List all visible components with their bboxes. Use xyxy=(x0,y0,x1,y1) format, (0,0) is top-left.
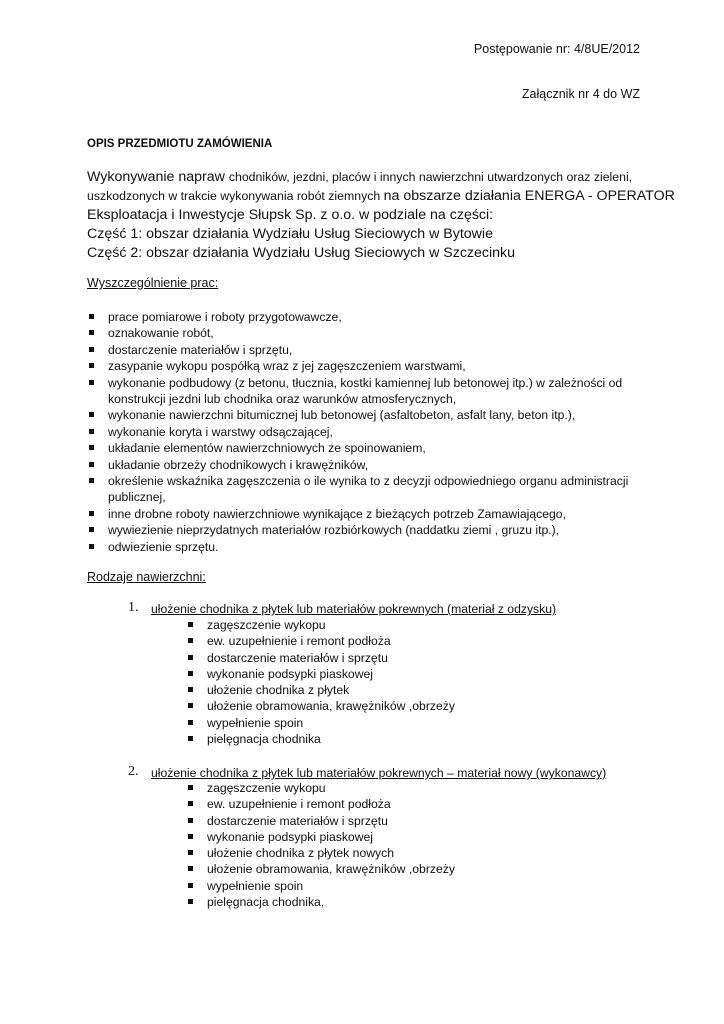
intro-line-2 xyxy=(87,187,675,206)
group-number: 1. xyxy=(128,600,139,615)
list-item: ułożenie chodnika z płytek xyxy=(188,682,455,698)
group-title: ułożenie chodnika z płytek lub materiałów pokrewnych (materiał z odzysku) xyxy=(151,602,557,616)
intro-line-3: Eksploatacja i Inwestycje Słupsk Sp. z o.o. w podziale na części: xyxy=(87,207,494,223)
list-item: układanie obrzeży chodnikowych i krawężników, xyxy=(87,457,647,473)
list-item: wykonanie nawierzchni bitumicznej lub betonowej (asfaltobeton, asfalt lany, beton itp.), xyxy=(87,407,647,423)
list-item: zasypanie wykopu pospółką wraz z jej zagęszczeniem warstwami, xyxy=(87,358,647,374)
group-2-list xyxy=(188,780,455,910)
list-item: zagęszczenie wykopu xyxy=(188,617,455,633)
list-item: inne drobne roboty nawierzchniowe wynikające z bieżących potrzeb Zamawiającego, xyxy=(87,506,647,522)
group-number: 2. xyxy=(128,764,139,779)
document-title: OPIS PRZEDMIOTU ZAMÓWIENIA xyxy=(87,138,273,150)
list-item: układanie elementów nawierzchniowych ze spoinowaniem, xyxy=(87,440,647,456)
list-item: wypełnienie spoin xyxy=(188,715,455,731)
list-item: wywiezienie nieprzydatnych materiałów rozbiórkowych (naddatku ziemi , gruzu itp.), xyxy=(87,522,647,538)
list-item-continuation: konstrukcji jezdni lub chodnika oraz warunków atmosferycznych, xyxy=(108,392,457,407)
works-list xyxy=(87,309,647,555)
intro-line-5: Część 2: obszar działania Wydziału Usług Sieciowych w Szczecinku xyxy=(87,245,516,261)
intro-text: Wykonywanie napraw xyxy=(87,169,229,185)
list-item: wykonanie podsypki piaskowej xyxy=(188,829,455,845)
list-item: dostarczenie materiałów i sprzętu xyxy=(188,813,455,829)
works-heading: Wyszczególnienie prac: xyxy=(87,276,219,290)
group-1-list xyxy=(188,617,455,747)
list-item: zagęszczenie wykopu xyxy=(188,780,455,796)
case-number: Postępowanie nr: 4/8UE/2012 xyxy=(473,42,640,56)
list-item: ułożenie chodnika z płytek nowych xyxy=(188,845,455,861)
list-item: dostarczenie materiałów i sprzętu xyxy=(188,650,455,666)
intro-text: uszkodzonych w trakcie wykonywania robót ziemnych xyxy=(87,189,384,203)
intro-text: na obszarze działania ENERGA - OPERATOR xyxy=(383,188,675,204)
list-item: wykonanie koryta i warstwy odsączającej, xyxy=(87,424,647,440)
list-item: wypełnienie spoin xyxy=(188,878,455,894)
list-item: ew. uzupełnienie i remont podłoża xyxy=(188,796,455,812)
list-item: oznakowanie robót, xyxy=(87,325,647,341)
intro-text: chodników, jezdni, placów i innych nawierzchni utwardzonych oraz zieleni, xyxy=(228,170,633,184)
list-item: dostarczenie materiałów i sprzętu, xyxy=(87,342,647,358)
list-item: określenie wskaźnika zagęszczenia o ile wynika to z decyzji odpowiedniego organu administracji xyxy=(87,473,647,489)
list-item: odwiezienie sprzętu. xyxy=(87,539,647,555)
list-item: ułożenie obramowania, krawężników ,obrzeży xyxy=(188,698,455,714)
intro-line-4: Część 1: obszar działania Wydziału Usług Sieciowych w Bytowie xyxy=(87,226,493,242)
list-item-continuation: publicznej, xyxy=(108,490,166,505)
list-item: ew. uzupełnienie i remont podłoża xyxy=(188,633,455,649)
group-title: ułożenie chodnika z płytek lub materiałów pokrewnych – materiał nowy (wykonawcy) xyxy=(151,766,607,780)
list-item: ułożenie obramowania, krawężników ,obrzeży xyxy=(188,861,455,877)
list-item: wykonanie podsypki piaskowej xyxy=(188,666,455,682)
intro-paragraph xyxy=(87,168,675,263)
list-item: wykonanie podbudowy (z betonu, tłucznia, kostki kamiennej lub betonowej itp.) w zależności od xyxy=(87,375,647,391)
surfaces-heading: Rodzaje nawierzchni: xyxy=(87,570,206,584)
intro-line-1 xyxy=(87,168,647,187)
list-item: prace pomiarowe i roboty przygotowawcze, xyxy=(87,309,647,325)
list-item: pielęgnacja chodnika xyxy=(188,731,455,747)
list-item: pielęgnacja chodnika, xyxy=(188,894,455,910)
attachment-label: Załącznik nr 4 do WZ xyxy=(521,87,640,101)
